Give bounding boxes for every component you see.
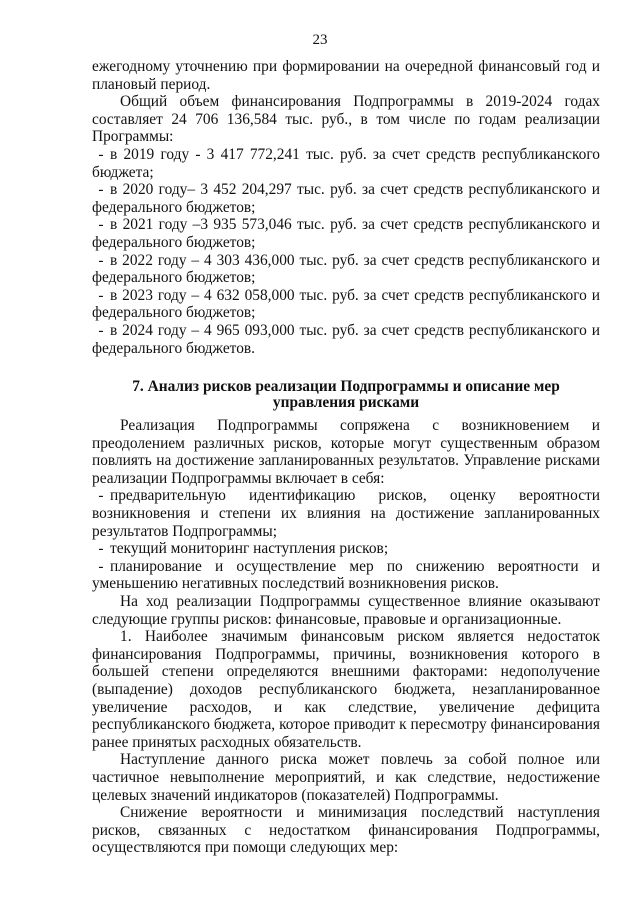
section-heading: 7. Анализ рисков реализации Подпрограммы и описание мер управления рисками xyxy=(132,378,560,412)
paragraph-risk-intro: Реализация Подпрограммы сопряжена с возникновением и преодолением различных рисков, которые могут существенным образом повлиять на достижение запланированных результатов. Управление рисками реализации Подпрограммы включает в себя: xyxy=(92,417,600,487)
list-item-2020: - в 2020 году– 3 452 204,297 тыс. руб. за счет средств республиканского и федерального бюджетов; xyxy=(92,181,600,216)
list-item-2021: - в 2021 году –3 935 573,046 тыс. руб. за счет средств республиканского и федерального бюджетов; xyxy=(92,216,600,251)
list-item-planning: - планирование и осуществление мер по снижению вероятности и уменьшению негативных последствий возникновения рисков. xyxy=(92,557,600,593)
paragraph-risk-mitigation: Снижение вероятности и минимизация последствий наступления рисков, связанных с недостатком финансирования Подпрограммы, осуществляются при помощи следующих мер: xyxy=(92,804,600,857)
paragraph-risk-groups: На ход реализации Подпрограммы существенное влияние оказывают следующие группы рисков: финансовые, правовые и организационные. xyxy=(92,593,600,628)
list-item-monitoring: - текущий мониторинг наступления рисков; xyxy=(98,540,389,558)
list-item-2019: - в 2019 году - 3 417 772,241 тыс. руб. за счет средств республиканского бюджета; xyxy=(92,145,600,181)
list-item-2022: - в 2022 году – 4 303 436,000 тыс. руб. за счет средств республиканского и федерального бюджетов; xyxy=(92,251,600,287)
paragraph-total-funding: Общий объем финансирования Подпрограммы в 2019-2024 годах составляет 24 706 136,584 тыс. руб., в том числе по годам реализации Программы: xyxy=(92,93,600,146)
page-number: 23 xyxy=(312,32,328,48)
paragraph-risk-consequence: Наступление данного риска может повлечь за собой полное или частичное невыполнение мероприятий, и как следствие, недостижение целевых значений индикаторов (показателей) Подпрограммы. xyxy=(92,751,600,804)
list-item-2023: - в 2023 году – 4 632 058,000 тыс. руб. за счет средств республиканского и федерального бюджетов; xyxy=(92,286,600,322)
paragraph: ежегодному уточнению при формировании на очередной финансовый год и плановый период. xyxy=(92,58,600,93)
list-item-2024: - в 2024 году – 4 965 093,000 тыс. руб. за счет средств республиканского и федерального бюджетов. xyxy=(92,321,600,357)
document-body xyxy=(92,58,600,857)
paragraph-financial-risk: 1. Наиболее значимым финансовым риском является недостаток финансирования Подпрограммы, причины, возникновения которого в большей степени определяются внешними факторами: недополучение (выпадение) доходов республиканского бюджета, незапланированное увеличение расходов, и как следствие, увеличение дефицита республиканского бюджета, которое приводит к пересмотру финансирования ранее принятых расходных обязательств. xyxy=(92,628,600,751)
list-item-identification: - предварительную идентификацию рисков, оценку вероятности возникновения и степени их влияния на достижение запланированных результатов Подпрограммы; xyxy=(92,487,600,540)
